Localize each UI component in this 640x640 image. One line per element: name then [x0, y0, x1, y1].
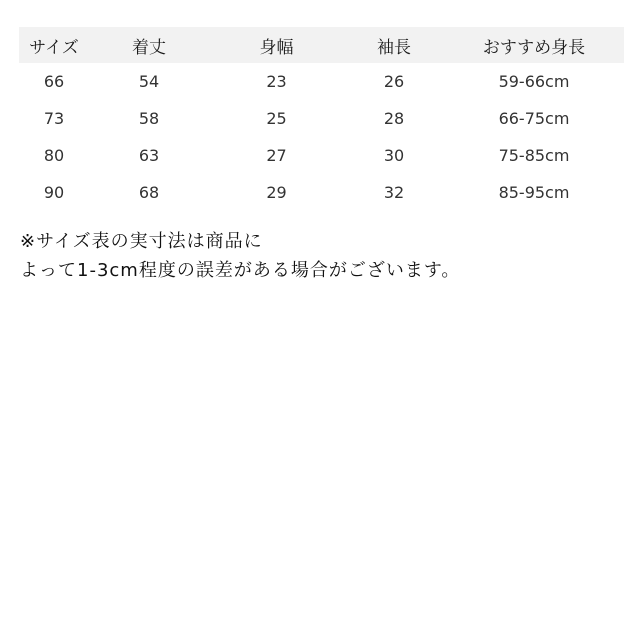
cell-recommended-height: 85-95cm	[498, 183, 570, 202]
header-sleeve: 袖長	[377, 37, 411, 58]
cell-size: 66	[43, 72, 65, 91]
cell-sleeve: 32	[383, 183, 405, 202]
cell-sleeve: 26	[383, 72, 405, 91]
table-row	[19, 137, 624, 174]
cell-sleeve: 28	[383, 109, 405, 128]
header-length: 着丈	[132, 37, 166, 58]
cell-recommended-height: 59-66cm	[498, 72, 570, 91]
cell-length: 54	[138, 72, 160, 91]
cell-size: 90	[43, 183, 65, 202]
header-size: サイズ	[29, 37, 79, 58]
cell-sleeve: 30	[383, 146, 405, 165]
header-width: 身幅	[259, 37, 294, 58]
cell-recommended-height: 66-75cm	[498, 109, 570, 128]
cell-recommended-height: 75-85cm	[498, 146, 570, 165]
note-line-1: ※サイズ表の実寸法は商品に	[20, 231, 263, 252]
cell-length: 68	[138, 183, 160, 202]
cell-width: 29	[266, 183, 287, 202]
cell-width: 23	[266, 72, 287, 91]
table-row	[19, 100, 624, 137]
cell-length: 58	[138, 109, 160, 128]
cell-size: 80	[43, 146, 65, 165]
note-line-2: よって1-3cm程度の誤差がある場合がございます。	[20, 260, 461, 281]
table-row	[19, 174, 624, 211]
cell-width: 25	[266, 109, 287, 128]
table-row	[19, 63, 624, 100]
table-header-row	[19, 27, 624, 63]
cell-size: 73	[43, 109, 65, 128]
size-note	[20, 227, 620, 285]
size-table	[19, 27, 624, 211]
header-recommended-height: おすすめ身長	[482, 37, 586, 58]
cell-length: 63	[138, 146, 160, 165]
cell-width: 27	[266, 146, 287, 165]
